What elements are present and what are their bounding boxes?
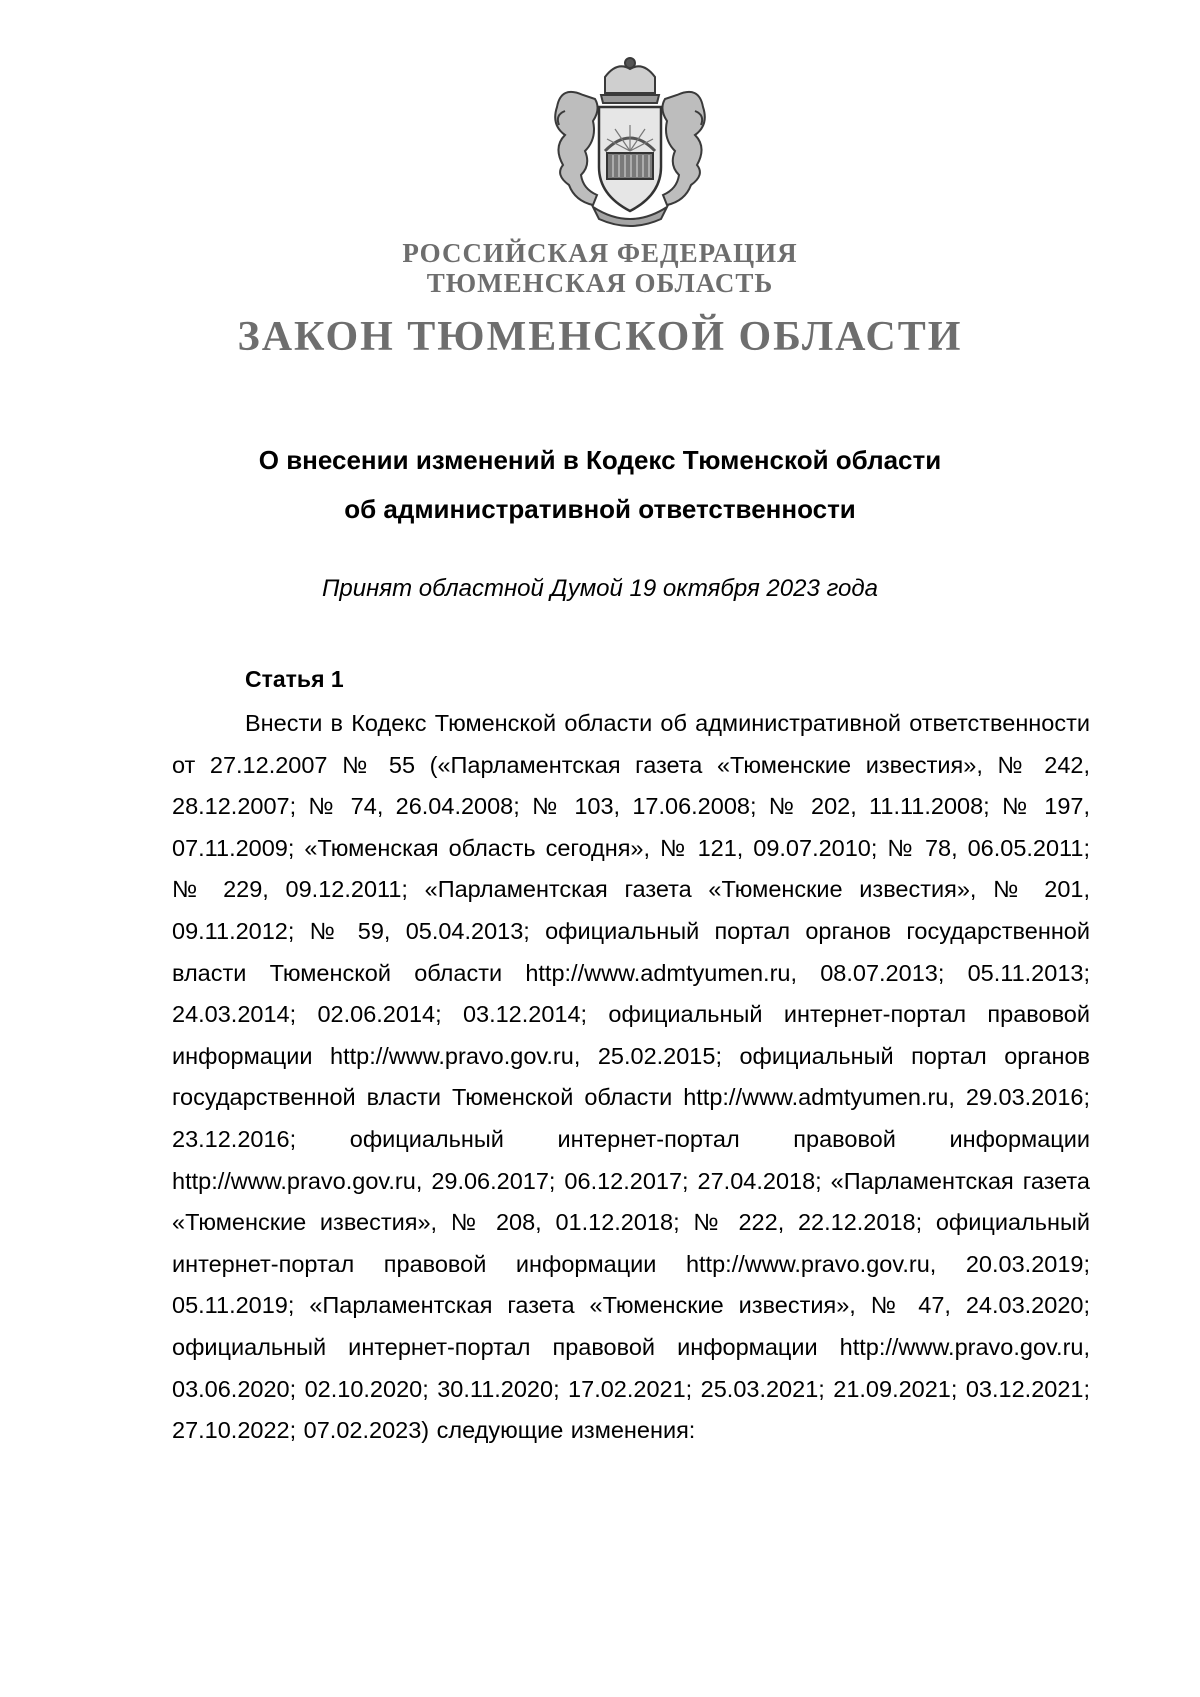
article-paragraph: Внести в Кодекс Тюменской области об административной ответственности от 27.12.2007 № 55 («Парламентская газета «Тюменские известия», № 242, 28.12.2007; № 74, 26.04.2008; № 103, 17.06.2008; № 202, 11.11.2008; № 197, 07.11.2009; «Тюменская область сегодня», № 121, 09.07.2010; № 78, 06.05.2011; № 229, 09.12.2011; «Парламентская газета «Тюменские известия», № 201, 09.11.2012; № 59, 05.04.2013; официальный портал органов государственной власти Тюменской области http://www.admtyumen.ru, 08.07.2013; 05.11.2013; 24.03.2014; 02.06.2014; 03.12.2014; официальный интернет-портал правовой информации http://www.pravo.gov.ru, 25.02.2015; официальный портал органов государственной власти Тюменской области http://www.admtyumen.ru, 29.03.2016; 23.12.2016; официальный интернет-портал правовой информации http://www.pravo.gov.ru, 29.06.2017; 06.12.2017; 27.04.2018; «Парламентская газета «Тюменские известия», № 208, 01.12.2018; № 222, 22.12.2018; официальный интернет-портал правовой информации http://www.pravo.gov.ru, 20.03.2019; 05.11.2019; «Парламентская газета «Тюменские известия», № 47, 24.03.2020; официальный интернет-портал правовой информации http://www.pravo.gov.ru, 03.06.2020; 02.10.2020; 30.11.2020; 17.02.2021; 25.03.2021; 21.09.2021; 03.12.2021; 27.10.2022; 07.02.2023) следующие изменения:: [172, 710, 1090, 1444]
coat-of-arms-icon: [535, 55, 725, 233]
header-region: ТЮМЕНСКАЯ ОБЛАСТЬ: [426, 268, 774, 298]
adoption-note: Принят областной Думой 19 октября 2023 года: [321, 575, 879, 602]
document-title-line2: об административной ответственности: [344, 494, 856, 524]
header-law-type: ЗАКОН ТЮМЕНСКОЙ ОБЛАСТИ: [237, 314, 963, 360]
header-country: РОССИЙСКАЯ ФЕДЕРАЦИЯ: [402, 238, 798, 268]
document-title-line1: О внесении изменений в Кодекс Тюменской области: [258, 445, 942, 475]
article-heading: Статья 1: [245, 666, 344, 692]
document-title: [0, 436, 1200, 534]
